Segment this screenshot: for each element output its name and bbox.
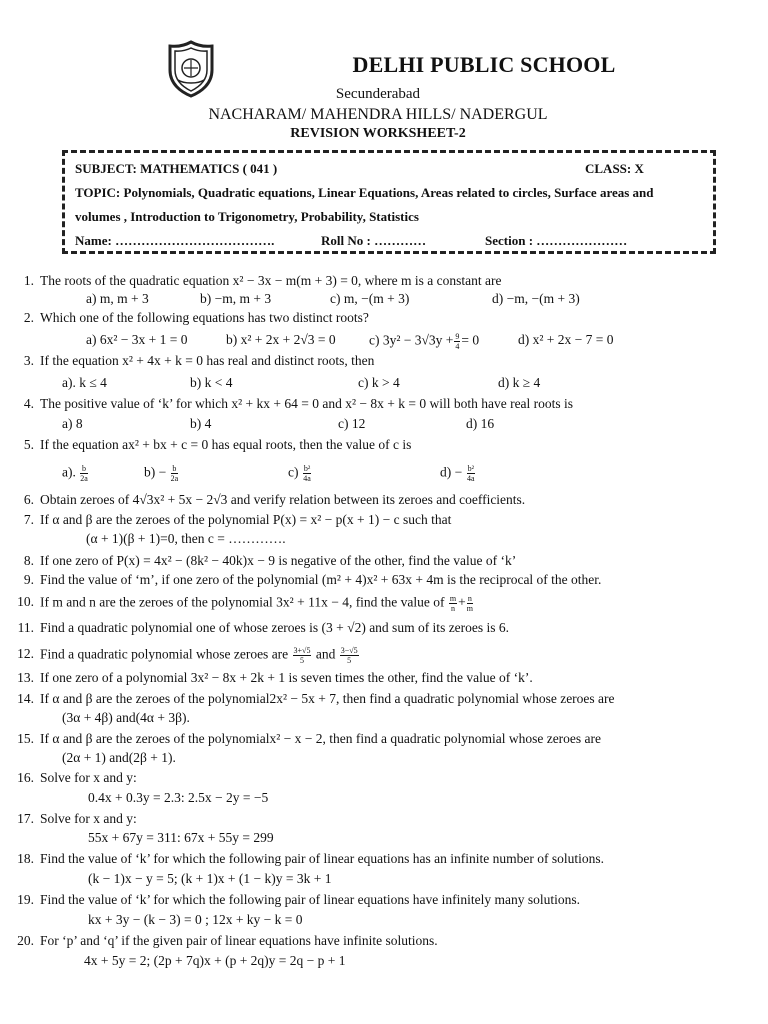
q4-option-b: b) 4 [190, 416, 212, 431]
question-11: 11. Find a quadratic polynomial one of whose zeroes is (3 + √2) and sum of its zeroes is 6. [17, 620, 510, 635]
q2-option-c: c) 3y² − 3√3y + $\frac{9}{4}$ = 0 [369, 332, 480, 351]
subject-label: SUBJECT: MATHEMATICS ( 041 ) [75, 161, 278, 176]
school-city: Secunderabad [335, 86, 421, 102]
name-field: Name: ………………………………. [75, 233, 275, 248]
q5-option-c: c) $\frac{\text{b²}}{4a}$ [288, 464, 311, 483]
question-16: 16. Solve for x and y: [17, 770, 137, 785]
question-20-equations: 4x + 5y = 2; (2p + 7q)x + (p + 2q)y = 2q − p + 1 [84, 953, 346, 968]
question-19: 19. Find the value of ‘k’ for which the following pair of linear equations have infinitely many solutions. [17, 892, 580, 907]
question-20: 20. For ‘p’ and ‘q’ if the given pair of linear equations have infinite solutions. [17, 933, 438, 948]
topic-line-2: volumes , Introduction to Trigonometry, Probability, Statistics [75, 209, 419, 224]
question-16-equations: 0.4x + 0.3y = 2.3: 2.5x − 2y = −5 [88, 790, 269, 805]
question-15-line-2: (2α + 1) and(2β + 1). [62, 750, 176, 765]
q2-option-a: a) 6x² − 3x + 1 = 0 [86, 332, 188, 347]
question-9: 9. Find the value of ‘m’, if one zero of the polynomial (m² + 4)x² + 63x + 4m is the reciprocal of the other. [23, 572, 602, 587]
q1-option-d: d) −m, −(m + 3) [492, 291, 580, 306]
question-17-equations: 55x + 67y = 311: 67x + 55y = 299 [88, 830, 274, 845]
class-label: CLASS: X [585, 161, 644, 176]
q1-option-b: b) −m, m + 3 [200, 291, 272, 306]
question-7-line-2: (α + 1)(β + 1)=0, then c = …………. [86, 531, 286, 546]
question-18: 18. Find the value of ‘k’ for which the following pair of linear equations has an infinite number of solutions. [17, 851, 604, 866]
question-14-line-2: (3α + 4β) and(4α + 3β). [62, 710, 190, 725]
q2-option-b: b) x² + 2x + 2√3 = 0 [226, 332, 336, 347]
q5-option-d: d) − $\frac{\text{b²}}{4a}$ [440, 464, 475, 483]
q3-option-d: d) k ≥ 4 [498, 375, 541, 390]
q3-option-a: a). k ≤ 4 [62, 375, 107, 390]
school-name: DELHI PUBLIC SCHOOL [352, 52, 616, 77]
worksheet-title: REVISION WORKSHEET-2 [290, 126, 466, 141]
roll-field: Roll No : ………… [321, 233, 427, 248]
q4-option-c: c) 12 [338, 416, 366, 431]
q3-option-b: b) k < 4 [190, 375, 233, 390]
question-19-equations: kx + 3y − (k − 3) = 0 ; 12x + ky − k = 0 [88, 912, 303, 927]
q4-option-d: d) 16 [466, 416, 495, 431]
question-15: 15. If α and β are the zeroes of the polynomialx² − x − 2, then find a quadratic polynomial whose zeroes are [17, 731, 602, 746]
q3-option-c: c) k > 4 [358, 375, 400, 390]
question-5: 5. If the equation ax² + bx + c = 0 has equal roots, then the value of c is [23, 437, 412, 452]
section-field: Section : ………………… [485, 233, 628, 248]
question-4: 4. The positive value of ‘k’ for which x² + kx + 64 = 0 and x² − 8x + k = 0 will both have real roots is [23, 396, 574, 411]
question-7: 7. If α and β are the zeroes of the polynomial P(x) = x² − p(x + 1) − c such that [23, 512, 452, 527]
question-18-equations: (k − 1)x − y = 5; (k + 1)x + (1 − k)y = 3k + 1 [88, 871, 332, 886]
topic-line-1: TOPIC: Polynomials, Quadratic equations, Linear Equations, Areas related to circles, Surface areas and [75, 185, 654, 200]
question-17: 17. Solve for x and y: [17, 811, 137, 826]
q2-option-d: d) x² + 2x − 7 = 0 [518, 332, 614, 347]
q1-option-a: a) m, m + 3 [86, 291, 149, 306]
question-3: 3. If the equation x² + 4x + k = 0 has real and distinct roots, then [23, 353, 375, 368]
question-10: 10. If m and n are the zeroes of the polynomial 3x² + 11x − 4, find the value of $\frac{m}{n}$ + $\frac{n}{m}$ [17, 594, 474, 613]
question-2: 2. Which one of the following equations has two distinct roots? [23, 310, 369, 325]
info-box [62, 150, 716, 254]
q5-option-a: a). $\frac{b}{2a}$ [62, 464, 88, 483]
q5-option-b: b) − $\frac{b}{2a}$ [144, 464, 179, 483]
question-13: 13. If one zero of a polynomial 3x² − 8x + 2k + 1 is seven times the other, find the value of ‘k’. [17, 670, 533, 685]
question-8: 8. If one zero of P(x) = 4x² − (8k² − 40k)x − 9 is negative of the other, find the value of ‘k’ [23, 553, 517, 568]
question-1: 1. The roots of the quadratic equation x² − 3x − m(m + 3) = 0, where m is a constant are [23, 273, 502, 288]
q4-option-a: a) 8 [62, 416, 83, 431]
question-12: 12. Find a quadratic polynomial whose zeroes are $\frac{3+√5}{5}$ and $\frac{3-√5}{5}$ [17, 646, 358, 665]
school-branches: NACHARAM/ MAHENDRA HILLS/ NADERGUL [208, 106, 548, 123]
question-14: 14. If α and β are the zeroes of the polynomial2x² − 5x + 7, then find a quadratic polynomial whose zeroes are [17, 691, 615, 706]
q1-option-c: c) m, −(m + 3) [330, 291, 410, 306]
question-6: 6. Obtain zeroes of 4√3x² + 5x − 2√3 and verify relation between its zeroes and coefficients. [23, 492, 526, 507]
